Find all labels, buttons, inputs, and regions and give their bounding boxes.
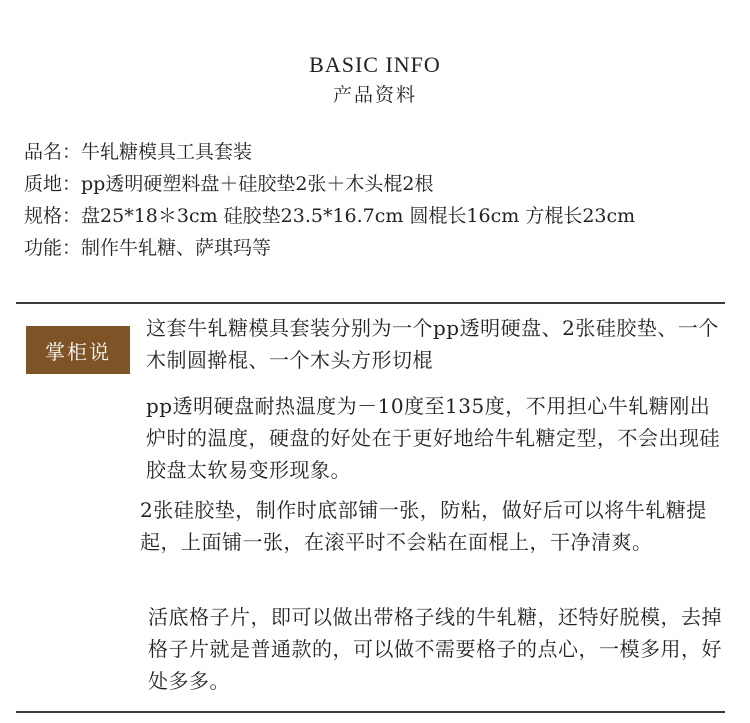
spec-label: 品名： — [24, 141, 82, 163]
spec-value: 盘25*18＊3cm 硅胶垫23.5*16.7cm 圆棍长16cm 方棍长23cm — [81, 205, 636, 227]
description-paragraph: 活底格子片，即可以做出带格子线的牛轧糖，还特好脱模，去掉格子片就是普通款的，可以做不需要格子的点心，一模多用，好处多多。 — [148, 605, 722, 693]
header-title-en: BASIC INFO — [309, 52, 441, 77]
spec-row-material — [24, 168, 734, 200]
spec-value: pp透明硬塑料盘＋硅胶垫2张＋木头棍2根 — [81, 173, 434, 195]
spec-row-size — [24, 200, 734, 232]
divider-top — [16, 302, 725, 304]
spec-label: 质地： — [24, 173, 82, 195]
spec-value: 牛轧糖模具工具套装 — [81, 141, 253, 163]
spec-label: 功能： — [24, 237, 82, 259]
header-title-cn: 产品资料 — [332, 84, 417, 106]
description-paragraph: 这套牛轧糖模具套装分别为一个pp透明硬盘、2张硅胶垫、一个木制圆擀棍、一个木头方形切棍 — [146, 316, 719, 372]
description-paragraph: 2张硅胶垫，制作时底部铺一张，防粘，做好后可以将牛轧糖提起，上面铺一张，在滚平时不会粘在面棍上，干净清爽。 — [140, 498, 707, 554]
spec-list — [24, 136, 734, 264]
spec-label: 规格： — [24, 205, 82, 227]
divider-bottom — [16, 711, 725, 713]
spec-row-function — [24, 232, 734, 264]
spec-row-name — [24, 136, 734, 168]
shopkeeper-says-badge: 掌柜说 — [26, 326, 130, 374]
description-paragraph: pp透明硬盘耐热温度为－10度至135度，不用担心牛轧糖刚出炉时的温度，硬盘的好处在于更好地给牛轧糖定型，不会出现硅胶盘太软易变形现象。 — [146, 394, 720, 482]
spec-value: 制作牛轧糖、萨琪玛等 — [81, 237, 272, 259]
